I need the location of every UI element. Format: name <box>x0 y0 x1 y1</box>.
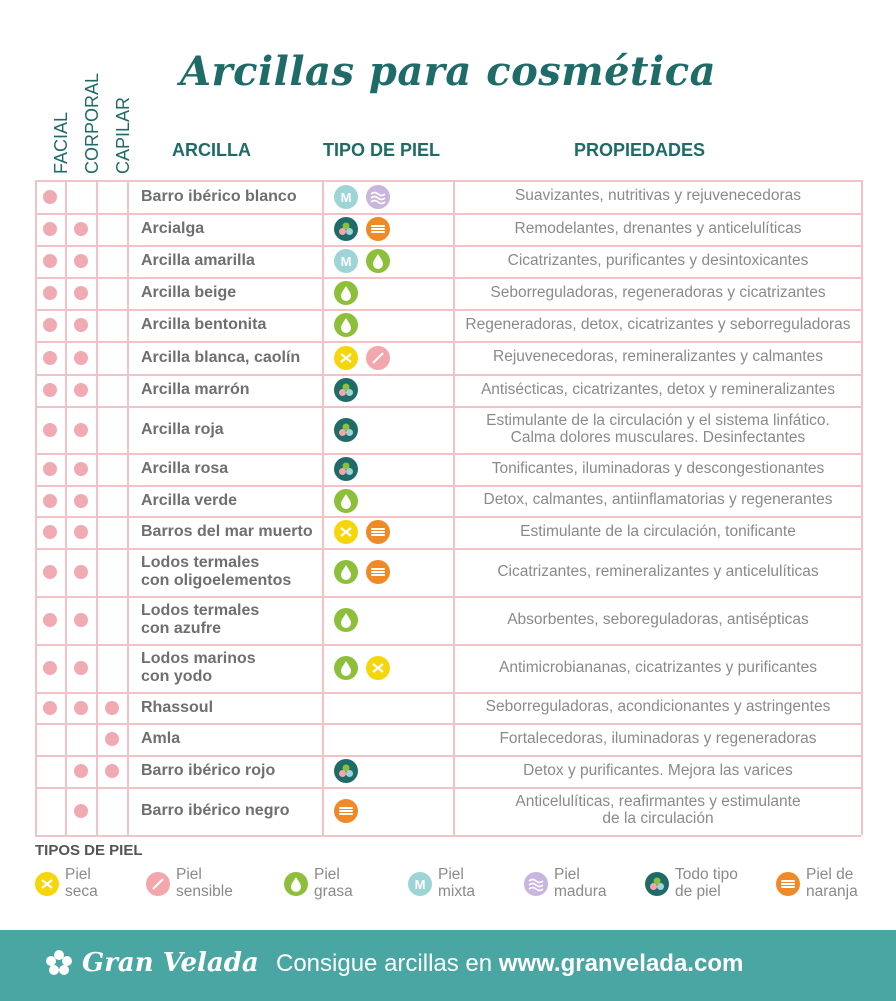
usage-dot-facial <box>43 565 57 579</box>
skin-type-icons <box>334 313 358 337</box>
seca-icon <box>334 346 358 370</box>
clay-properties: Cicatrizantes, purificantes y desintoxicantes <box>507 251 809 269</box>
table-row <box>35 516 861 518</box>
clay-name: Lodos termales con azufre <box>141 602 260 637</box>
skin-type-icons <box>334 520 390 544</box>
mixta-icon <box>334 249 358 273</box>
clay-properties: Remodelantes, drenantes y anticelulíticas <box>514 219 802 237</box>
usage-dot-corporal <box>74 804 88 818</box>
table-row <box>35 485 861 487</box>
todo-tipo-icon <box>334 759 358 783</box>
usage-dot-corporal <box>74 222 88 236</box>
skin-type-icons <box>334 759 358 783</box>
legend-label: Piel de naranja <box>806 866 858 900</box>
legend-title: TIPOS DE PIEL <box>35 842 143 859</box>
footer-banner <box>0 930 896 1001</box>
cta-label: Consigue arcillas en <box>276 950 499 977</box>
legend-item <box>35 866 98 900</box>
usage-dot-facial <box>43 254 57 268</box>
table-row <box>35 692 861 694</box>
usage-dot-facial <box>43 613 57 627</box>
brand-logo[interactable] <box>44 948 259 978</box>
clay-name: Barro ibérico rojo <box>141 762 276 779</box>
clay-properties: Anticelulíticas, reafirmantes y estimulante de la circulación <box>515 793 801 827</box>
clay-name: Arcilla verde <box>141 491 238 509</box>
usage-dot-capilar <box>105 701 119 715</box>
skin-type-icons <box>334 656 390 680</box>
usage-dot-facial <box>43 318 57 332</box>
usage-dot-facial <box>43 423 57 437</box>
clay-properties: Fortalecedoras, iluminadoras y regeneradoras <box>499 729 817 747</box>
todo-tipo-icon <box>334 457 358 481</box>
usage-dot-facial <box>43 383 57 397</box>
page-title: Arcillas para cosmética <box>180 48 716 95</box>
flower-icon <box>44 948 74 978</box>
usage-dot-facial <box>43 494 57 508</box>
table-row <box>35 453 861 455</box>
brand-name: Gran Velada <box>82 948 259 978</box>
legend-label: Piel seca <box>65 866 98 900</box>
legend-item <box>284 866 353 900</box>
clay-properties: Estimulante de la circulación, tonificante <box>520 522 796 540</box>
clay-name: Barros del mar muerto <box>141 523 313 540</box>
usage-dot-facial <box>43 286 57 300</box>
legend-item <box>146 866 233 900</box>
clay-name: Rhassoul <box>141 698 214 716</box>
usage-dot-capilar <box>105 764 119 778</box>
clay-properties: Rejuvenecedoras, remineralizantes y calmantes <box>493 348 823 365</box>
todo-tipo-icon <box>334 378 358 402</box>
svg-text:M: M <box>340 254 352 269</box>
clay-name: Arcilla amarilla <box>141 252 255 269</box>
clay-properties: Cicatrizantes, remineralizantes y anticelulíticas <box>497 562 819 580</box>
table-row <box>35 406 861 408</box>
skin-type-icons <box>334 346 390 370</box>
grasa-icon <box>366 249 390 273</box>
clay-properties: Seborreguladoras, regeneradoras y cicatrizantes <box>490 283 826 301</box>
usage-dot-corporal <box>74 286 88 300</box>
table-row <box>35 180 861 182</box>
clay-properties: Absorbentes, seboreguladoras, antisépticas <box>507 610 809 628</box>
header-corporal: CORPORAL <box>82 72 102 174</box>
skin-type-icons <box>334 560 390 584</box>
svg-text:M: M <box>340 189 352 205</box>
svg-text:M: M <box>414 877 426 892</box>
skin-type-icons <box>334 799 358 823</box>
table-row <box>35 787 861 789</box>
naranja-icon <box>334 799 358 823</box>
usage-dot-corporal <box>74 351 88 365</box>
mixta-icon <box>334 185 358 209</box>
clay-name: Arcilla blanca, caolín <box>141 348 301 366</box>
grasa-icon <box>334 281 358 305</box>
header-arcilla: ARCILLA <box>172 140 251 160</box>
todo-tipo-icon <box>334 418 358 442</box>
seca-icon <box>35 872 59 896</box>
table-row <box>35 309 861 311</box>
usage-dot-corporal <box>74 613 88 627</box>
grasa-icon <box>334 608 358 632</box>
header-tipo-piel: TIPO DE PIEL <box>323 140 441 160</box>
grasa-icon <box>334 560 358 584</box>
usage-dot-corporal <box>74 423 88 437</box>
clay-properties: Regeneradoras, detox, cicatrizantes y seborreguladoras <box>465 315 851 333</box>
legend-item <box>776 866 858 900</box>
table-row <box>35 341 861 343</box>
clay-name: Barro ibérico negro <box>141 802 290 819</box>
legend-item <box>645 866 738 900</box>
clay-name: Arcilla rosa <box>141 460 229 477</box>
usage-dot-corporal <box>74 254 88 268</box>
skin-type-icons <box>334 489 358 513</box>
grasa-icon <box>334 313 358 337</box>
legend-label: Piel grasa <box>314 866 353 900</box>
clay-properties: Detox, calmantes, antiinflamatorias y regenerantes <box>483 491 833 508</box>
sensible-icon <box>366 346 390 370</box>
usage-dot-corporal <box>74 494 88 508</box>
header-facial: FACIAL <box>51 111 71 174</box>
table-row <box>35 374 861 376</box>
legend-label: Todo tipo de piel <box>675 866 738 900</box>
usage-dot-corporal <box>74 565 88 579</box>
clay-properties: Antimicrobiananas, cicatrizantes y purificantes <box>499 658 817 676</box>
usage-dot-facial <box>43 525 57 539</box>
table-row <box>35 277 861 279</box>
naranja-icon <box>366 520 390 544</box>
grasa-icon <box>284 872 308 896</box>
naranja-icon <box>776 872 800 896</box>
usage-dot-facial <box>43 661 57 675</box>
usage-dot-corporal <box>74 525 88 539</box>
usage-dot-facial <box>43 462 57 476</box>
usage-dot-corporal <box>74 462 88 476</box>
naranja-icon <box>366 560 390 584</box>
clay-properties: Detox y purificantes. Mejora las varices <box>523 761 793 779</box>
table-row <box>35 548 861 550</box>
sensible-icon <box>146 872 170 896</box>
legend-label: Piel sensible <box>176 866 233 900</box>
clay-name: Arcilla marrón <box>141 381 250 398</box>
clay-name: Amla <box>141 730 181 747</box>
skin-type-icons <box>334 185 390 209</box>
seca-icon <box>366 656 390 680</box>
madura-icon <box>524 872 548 896</box>
clay-properties: Tonificantes, iluminadoras y descongestionantes <box>491 459 825 477</box>
grasa-icon <box>334 656 358 680</box>
skin-type-icons <box>334 457 358 481</box>
todo-tipo-icon <box>645 872 669 896</box>
clay-name: Arcialga <box>141 220 205 237</box>
clay-name: Lodos marinos con yodo <box>141 650 256 685</box>
seca-icon <box>334 520 358 544</box>
usage-dot-corporal <box>74 661 88 675</box>
skin-type-icons <box>334 249 390 273</box>
usage-dot-facial <box>43 190 57 204</box>
usage-dot-capilar <box>105 732 119 746</box>
legend-item <box>524 866 607 900</box>
clay-properties: Suavizantes, nutritivas y rejuvenecedoras <box>514 187 802 204</box>
todo-tipo-icon <box>334 217 358 241</box>
table-row <box>35 245 861 247</box>
table-bottom-line <box>35 835 861 837</box>
clay-name: Arcilla bentonita <box>141 316 267 333</box>
cta-link[interactable]: www.granvelada.com <box>498 950 744 977</box>
grasa-icon <box>334 489 358 513</box>
clay-name: Arcilla roja <box>141 420 224 438</box>
madura-icon <box>366 185 390 209</box>
clay-name: Lodos termales con oligoelementos <box>141 554 292 589</box>
usage-dot-corporal <box>74 318 88 332</box>
clay-properties: Seborreguladoras, acondicionantes y astringentes <box>485 698 831 715</box>
table-row <box>35 644 861 646</box>
naranja-icon <box>366 217 390 241</box>
header-propiedades: PROPIEDADES <box>574 140 706 160</box>
skin-type-icons <box>334 378 358 402</box>
usage-dot-facial <box>43 701 57 715</box>
usage-dot-facial <box>43 351 57 365</box>
table-row <box>35 755 861 757</box>
skin-type-icons <box>334 217 390 241</box>
usage-dot-facial <box>43 222 57 236</box>
table-row <box>35 723 861 725</box>
mixta-icon <box>408 872 432 896</box>
skin-type-icons <box>334 418 358 442</box>
legend-item <box>408 866 475 900</box>
usage-dot-corporal <box>74 701 88 715</box>
legend-label: Piel madura <box>554 866 607 900</box>
clay-name: Arcilla beige <box>141 284 237 301</box>
legend-label: Piel mixta <box>438 866 476 900</box>
table-row <box>35 213 861 215</box>
grid-line <box>861 180 863 835</box>
clay-name: Barro ibérico blanco <box>141 187 297 205</box>
clay-properties: Antisécticas, cicatrizantes, detox y remineralizantes <box>480 380 836 398</box>
usage-dot-corporal <box>74 383 88 397</box>
skin-type-icons <box>334 281 358 305</box>
clay-properties: Estimulante de la circulación y el sistema linfático. Calma dolores musculares. Desinfectantes <box>486 411 830 446</box>
usage-dot-corporal <box>74 764 88 778</box>
skin-type-icons <box>334 608 358 632</box>
table-row <box>35 596 861 598</box>
cta-text <box>276 950 743 978</box>
header-capilar: CAPILAR <box>113 96 133 174</box>
